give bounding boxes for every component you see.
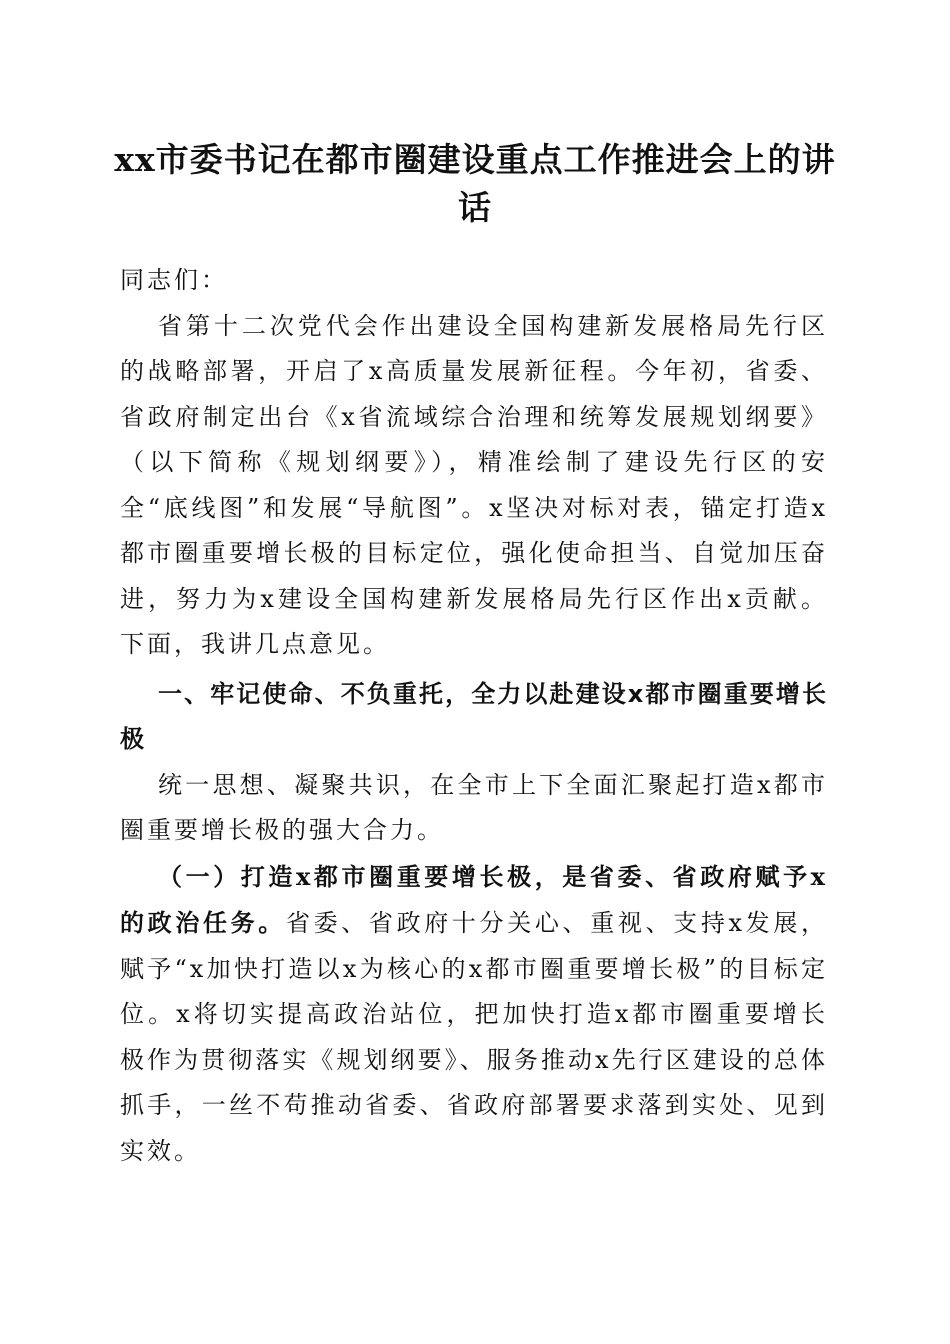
subsection-lead: （一）打造x都市圈重要增长极，是省委、省政府赋予x的政治任务。 bbox=[120, 861, 828, 937]
paragraph-intro: 省第十二次党代会作出建设全国构建新发展格局先行区的战略部署，开启了x高质量发展新征程。今年初，省委、省政府制定出台《x省流域综合治理和统筹发展规划纲要》（以下简称《规划纲要》），精准绘制了建设先行区的安全“底线图”和发展“导航图”。x坚决对标对表，锚定打造x都市圈重要增长极的目标定位，强化使命担当、自觉加压奋进，努力为x建设全国构建新发展格局先行区作出x贡献。下面，我讲几点意见。 bbox=[120, 311, 828, 658]
subsection-body: 省委、省政府十分关心、重视、支持x发展，赋予“x加快打造以x为核心的x都市圈重要增长极”的目标定位。x将切实提高政治站位，把加快打造x都市圈重要增长极作为贯彻落实《规划纲要》、服务推动x先行区建设的总体抓手，一丝不苟推动省委、省政府部署要求落到实处、见到实效。 bbox=[120, 909, 828, 1165]
salutation: 同志们： bbox=[120, 266, 228, 294]
paragraph-subsection-1 bbox=[120, 854, 828, 1175]
section-heading-1: 一、牢记使命、不负重托，全力以赴建设x都市圈重要增长极 bbox=[120, 679, 828, 753]
document-title: xx市委书记在都市圈建设重点工作推进会上的讲话 bbox=[114, 140, 836, 227]
document-body bbox=[120, 258, 828, 1174]
paragraph-section1-summary: 统一思想、凝聚共识，在全市上下全面汇聚起打造x都市圈重要增长极的强大合力。 bbox=[120, 770, 828, 844]
